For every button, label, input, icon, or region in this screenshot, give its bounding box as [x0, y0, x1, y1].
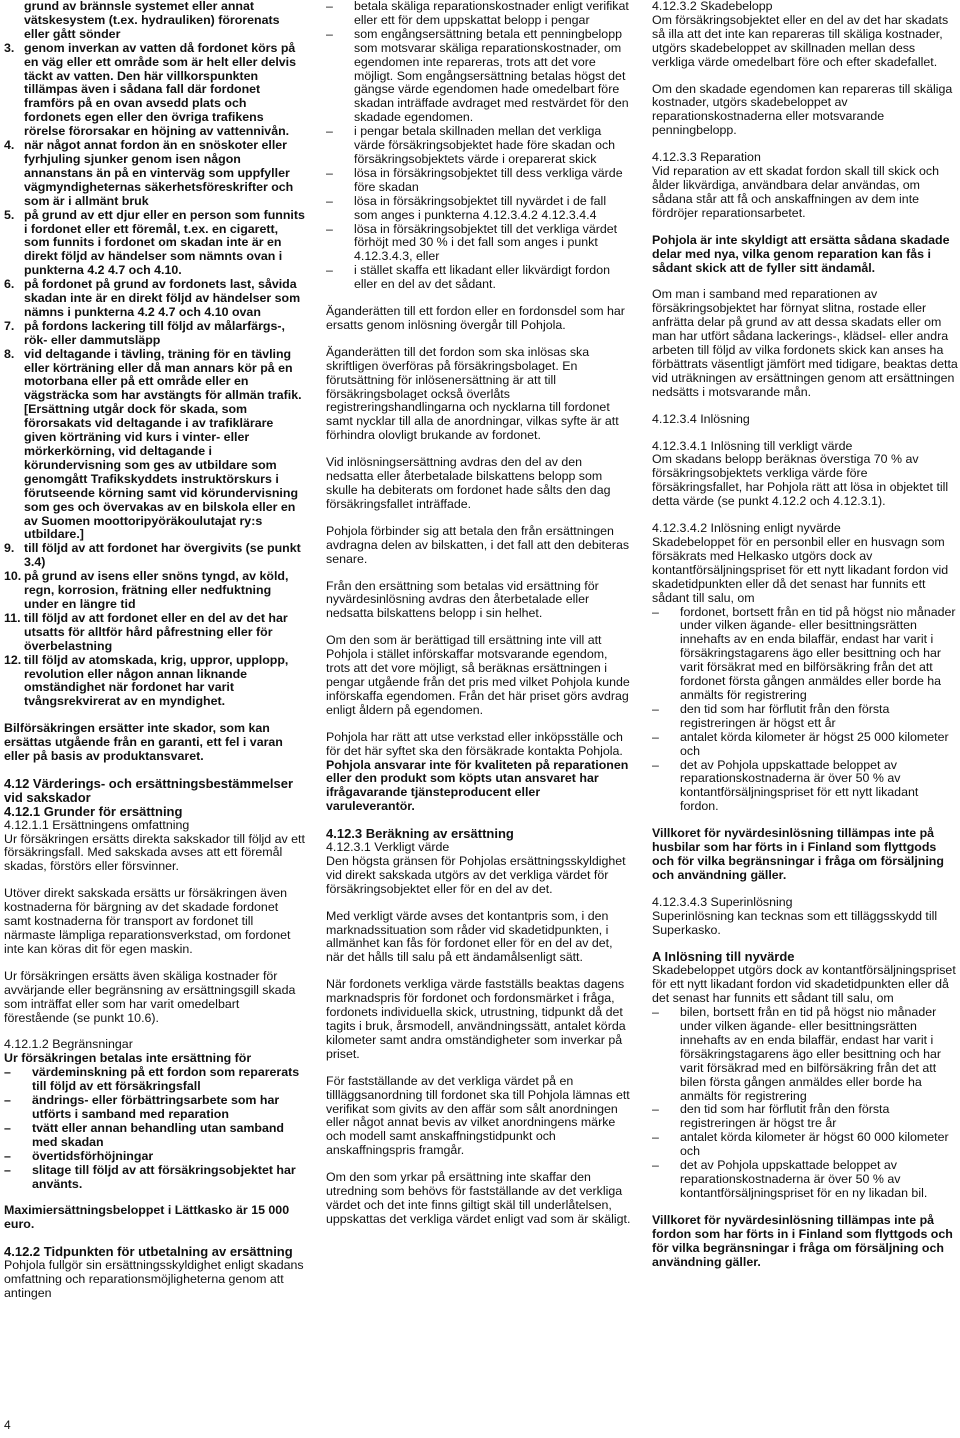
paragraph: Pohjola förbinder sig att betala den från ersättningen avdragna delen av bilskatten, i det fall att den debiteras senare. [326, 523, 630, 566]
list-item: – den tid som har förflutit från den första registreringen är högst tre år [652, 1102, 890, 1131]
list-item [4, 278, 306, 320]
exclusion-paragraph: Bilförsäkringen ersätter inte skador, som kan ersättas utgående från en garanti, ett fel i varan eller på basis av produktansvaret. [4, 721, 283, 764]
section-heading: 4.12 Värderings- och ersättningsbestämmelser vid sakskador [4, 775, 294, 805]
subsection-heading: 4.12.3.4 Inlösning [652, 411, 750, 426]
list-item [4, 570, 306, 612]
list-item: – slitage till följd av att försäkringsobjektet har använts. [4, 1162, 296, 1191]
paragraph: Med verkligt värde avses det kontantpris som, i den marknadssituation som råder vid skadetidpunkten, i allmänhet kan fås för fordonet eller för en del av det, när det hålls till salu på ett ändamålsenligt sätt. [326, 908, 613, 965]
list-item: – värdeminskning på ett fordon som reparerats till följd av ett försäkringsfall [4, 1065, 300, 1094]
list-number: 10. [4, 569, 22, 584]
list-text: till följd av att fordonet har övergivits (se punkt 3.4) [24, 541, 301, 570]
paragraph: Ur försäkringen ersätts direkta sakskador till följd av ett försäkringsfall. Med sakskada avses att ett föremål skadas, förstörs eller försvinner. [4, 831, 305, 874]
column-left [4, 0, 306, 1314]
paragraph: När fordonets verkliga värde fastställs beaktas dagens marknadspris för fordonet och fordonsmärket i fråga, fordonets individuella skick, utrustning, tidpunkt då det tagits i bruk, årsmodell, användningssätt, antalet körda kilometer samt andra omständigheter som inverkar på priset. [326, 977, 626, 1061]
page-number: 4 [4, 1418, 11, 1432]
paragraph: Vid inlösningsersättning avdras den del av den nedsatta eller återbetalade bilskattens belopp som skulle ha debiterats om fordonet hade sålts den dag försäkringsfallet inträffade. [326, 455, 611, 511]
list-item: – den tid som har förflutit från den första registreringen är högst ett år [652, 701, 890, 730]
column-middle [326, 0, 632, 1240]
section-heading: 4.12.1 Grunder för ersättning [4, 803, 183, 819]
paragraph: Skadebeloppet för en personbil eller en husvagn som försäkrats med Helkasko utgörs dock av kontantförsäljningspriset för ett nytt likadant fordon vid skadetidpunkten eller då det senast har funnits ett sådant till salu, om [652, 535, 949, 605]
list-item [4, 0, 306, 42]
list-item [4, 42, 306, 139]
list-number: 6. [4, 277, 15, 292]
list-text: till följd av atomskada, krig, uppror, upplopp, revolution eller någon annan liknande omständighet när fordonet har varit tvångsrekvirerat av en myndighet. [24, 652, 289, 709]
list-text: på grund av ett djur eller en person som funnits i fordonet eller ett föremål, t.ex. en cigarett, som funnits i fordonet om skadan inte är en direkt följd av händelser som nämnts ovan i punkterna 4.2 4.7 och 4.10. [24, 207, 305, 278]
list-item: – fordonet, bortsett från en tid på högst nio månader under vilken ägande- eller besittningsrätten innehafts av en enda bilaffär, endast har varit i försäkringstagarens ägo eller besittning och har varit försäkrat med en bilförsäkring från det att fordonet första gången anmäldes eller borde ha anmälts för registrering [652, 604, 956, 702]
list-item: – antalet körda kilometer är högst 60 000 kilometer och [652, 1130, 949, 1159]
paragraph: Superinlösning kan tecknas som ett tilläggsskydd till Superkasko. [652, 908, 938, 937]
paragraph: Pohjola är inte skyldigt att ersätta sådana skadade delar med nya, vilka genom reparation kan fås i sådant skick att de fyller sitt ändamål. [652, 232, 950, 275]
subsection-heading: 4.12.3.4.1 Inlösning till verkligt värde [652, 438, 853, 453]
paragraph: Maximiersättningsbeloppet i Lättkasko är 15 000 euro. [4, 1203, 290, 1232]
paragraph: Ur försäkringen ersätts även skäliga kostnader för avvärjande eller begränsning av ersättningsgill skada som inträffat eller som har varit omedelbart förestående (se punkt 10.6). [4, 968, 296, 1025]
list-item [4, 612, 306, 654]
list-text: genom inverkan av vatten då fordonet körs på en väg eller ett område som är helt eller delvis täckt av vatten. Den här villkorspunkten tillämpas även i sådana fall där fordonet framförs på en ovan avsedd plats och fordonets egen eller den övriga trafikens rörelse förorsakar en höjning av vattennivån. [24, 40, 297, 139]
paragraph: Villkoret för nyvärdesinlösning tillämpas inte på husbilar som har förts in i Finland som flyttgods och för vilka begränsningar i fråga om försäljning och användning gäller. [652, 826, 944, 882]
list-item: – lösa in försäkringsobjektet till dess verkliga värde före skadan [326, 165, 623, 194]
section-heading: 4.12.3 Beräkning av ersättning [326, 826, 514, 842]
subsection-heading: 4.12.1.1 Ersättningens omfattning [4, 817, 190, 832]
paragraph: Om försäkringsobjektet eller en del av det har skadats så illa att det inte kan repareras till skäliga kostnader, utgörs skadebeloppet av skillnaden mellan dess verkliga värde omedelbart före och efter skadefallet. [652, 12, 949, 69]
list-item [4, 209, 306, 279]
list-item: – i pengar betala skillnaden mellan det verkliga värde försäkringsobjektet hade före skadan och försäkringsobjektets värde i oreparerat skick [326, 124, 616, 166]
list-number: 7. [4, 318, 15, 333]
paragraph: Äganderätten till ett fordon eller en fordonsdel som har ersatts genom inlösning övergår till Pohjola. [326, 304, 625, 332]
list-text: grund av brännsle systemet eller annat vätskesystem (t.ex. hydrauliken) förorenats eller gått sönder [24, 0, 280, 41]
list-item [4, 542, 306, 570]
list-number: 3. [4, 40, 15, 55]
paragraph: Från den ersättning som betalas vid ersättning för nyvärdesinlösning avdras den återbetalade eller nedsatta bilskattens belopp i sin helhet. [326, 578, 599, 621]
list-item: – det av Pohjola uppskattade beloppet av reparationskostnaderna är över 50 % av kontantförsäljningspriset för en ny likadan bil. [652, 1158, 928, 1200]
list-item: – i stället skaffa ett likadant eller likvärdigt fordon eller en del av det sådant. [326, 263, 610, 292]
list-text: på grund av isens eller snöns tyngd, av köld, regn, korrosion, frätning eller nedfuktning under en längre tid [24, 569, 289, 611]
list-number: 11. [4, 610, 21, 625]
list-item: – betala skäliga reparationskostnader enligt verifikat eller ett för dem uppskattat belopp i pengar [326, 0, 629, 27]
list-item: – övertidsförhöjningar [4, 1148, 154, 1163]
list-number: 5. [4, 207, 15, 222]
list-item [4, 139, 306, 209]
subsection-heading: 4.12.3.2 Skadebelopp [652, 0, 773, 13]
subsection-heading: 4.12.3.1 Verkligt värde [326, 840, 450, 855]
paragraph: Om den som är berättigad till ersättning inte vill att Pohjola i stället införskaffar motsvarande egendom, trots att det vore möjligt, så beräknas ersättningen i pengar utgående från det pris med vilket Pohjola kunde införskaffa egendomen. Från det här priset görs avdrag enligt åldern på egendomen. [326, 633, 630, 717]
paragraph: Utöver direkt sakskada ersätts ur försäkringen även kostnaderna för bärgning av det skadade fordonet samt kostnaderna för transport av fordonet till närmaste lämpliga reparationsverkstad, om fordonet inte kan köras dit för egen maskin. [4, 886, 291, 956]
list-item: – som engångsersättning betala ett penningbelopp som motsvarar skäliga reparationskostnader, om egendomen inte repareras, trots att det vore möjligt. Som engångsersättning betalas högst det gängse värde egendomen hade omedelbart före skadan inträffade avdraget med restvärdet för den skadade egendomen. [326, 26, 629, 125]
list-text: till följd av att fordonet eller en del av det har utsatts för alltför hård påfrestning eller för överbelastning [24, 610, 288, 653]
list-item: – ändrings- eller förbättringsarbete som har utförts i samband med reparation [4, 1093, 280, 1121]
list-item [4, 654, 306, 710]
paragraph: Om man i samband med reparationen av försäkringsobjektet har förnyat slitna, rostade eller anfrätta delar på grund av att dessa skadats eller om man har utfört sådana lackerings-, klädsel- eller andra arbeten till följd av vilka fordonets skick kan anses ha förbättrats väsentligt jämfört med tidigare, beaktas detta vid uträkningen av ersättningen genom att ersättningen nedsätts i motsvarande mån. [652, 287, 958, 399]
paragraph: Vid reparation av ett skadat fordon skall till skick och ålder likvärdiga, användbara delar användas, om sådana står att få och anskaffningen av dem inte fördröjer reparationsarbetet. [652, 164, 939, 220]
list-item: – lösa in försäkringsobjektet till nyvärdet i de fall som anges i punkterna 4.12.3.4.2 4.12.3.4.4 [326, 193, 607, 222]
list-item: – antalet körda kilometer är högst 25 000 kilometer och [652, 729, 949, 758]
list-text: när något annat fordon än en snöskoter eller fyrhjuling sjunker genom isen någon annanstans än på en vinterväg som uppfyller vägmyndigheternas säkerhetsföreskrifter och som är i allmänt bruk [24, 138, 294, 208]
list-number: 8. [4, 346, 15, 361]
subsection-heading: 4.12.1.2 Begränsningar [4, 1037, 133, 1052]
list-text: på fordons lackering till följd av målarfärgs-, rök- eller dammutsläpp [24, 318, 285, 347]
list-item: – tvätt eller annan behandling utan samband med skadan [4, 1120, 284, 1149]
paragraph: Om skadans belopp beräknas överstiga 70 % av försäkringsobjektets verkliga värde före försäkringsfallet, har Pohjola rätt att lösa in objektet till detta värde (se punkt 4.12.2 och 4.12.3.1). [652, 452, 949, 509]
subsection-heading: 4.12.3.4.2 Inlösning enligt nyvärde [652, 521, 841, 536]
paragraph: Pohjola har rätt att utse verkstad eller inköpsställe och för det här syftet ska den försäkrade kontakta Pohjola. Pohjola ansvarar inte för kvaliteten på reparationen eller den produkt som köpts utan ansvaret har ifrågavarande tjänsteproducent eller varuleverantör. [326, 729, 629, 814]
list-item [4, 320, 306, 348]
subsection-heading: 4.12.3.3 Reparation [652, 150, 761, 165]
paragraph: Om den som yrkar på ersättning inte skaffar den utredning som behövs för fastställande av det verkliga värdet och det inte finns giltigt skäl till underlåtelsen, uppskattas det verkliga värdet enligt vad som är skäligt. [326, 1170, 631, 1226]
list-number: 9. [4, 541, 15, 556]
list-item: – bilen, bortsett från en tid på högst nio månader under vilken ägande- eller besittningsrätten innehafts av en enda bilaffär, endast har varit i försäkringstagarens ägo eller besittning och har varit försäkrad med en bilförsäkring från det att bilen första gången anmäldes eller borde ha anmälts för registrering [652, 1005, 942, 1103]
list-item [4, 348, 306, 543]
list-item: – lösa in försäkringsobjektet till det verkliga värdet förhöjt med 30 % i det fall som anges i punkt 4.12.3.4.3, eller [326, 221, 618, 264]
paragraph: För fastställande av det verkliga värdet på en tillläggsanordning till fordonet ska till Pohjola lämnas ett verifikat som givits av den affär som sålt anordningen eller något annat bevis av vilket anordningens märke och modell samt anskaffningstidpunkt och anskaffningspris framgår. [326, 1073, 630, 1158]
paragraph: Äganderätten till det fordon som ska inlösas ska skriftligen överföras på försäkringsbolaget. En förutsättning för inlösenersättning är att till försäkringsbolaget också överlåts registreringshandlingarna och nycklarna till fordonet samt nycklar till alla de anordningar, vilkas syfte är att förhindra olovligt brukande av fordonet. [326, 344, 619, 443]
list-text: på fordonet på grund av fordonets last, såvida skadan inte är en direkt följd av händelser som nämns i punkterna 4.2 4.7 och 4.10 ovan [24, 277, 301, 319]
section-heading: A Inlösning till nyvärde [652, 949, 795, 965]
paragraph: Ur försäkringen betalas inte ersättning för [4, 1051, 252, 1066]
list-text: vid deltagande i tävling, träning för en tävling eller körträning eller då man annars kör på en motorbana eller på ett område eller en vägsträcka som har avstängts för allmän trafik. [Ersättning utgår dock för skada, som förorsakats vid deltagande i av trafiklärare given körträning vid kurs i vinter- eller mörkerkörning, vid deltagande i körundervisning som ges av utbildare som genomgått Trafikskyddets instruktörskurs i förutseende körning samt vid körundervisning som ges och övervakas av en bilskola eller en av Suomen moottoripyöräkoulutajat ry:s utbildare.] [24, 346, 302, 542]
paragraph: Den högsta gränsen för Pohjolas ersättningsskyldighet vid direkt sakskada utgörs av det verkliga värdet för försäkringsobjektet eller för en del av det. [326, 853, 626, 896]
list-number: 12. [4, 652, 22, 667]
column-right [652, 0, 958, 1282]
paragraph: Villkoret för nyvärdesinlösning tillämpas inte på fordon som har förts in i Finland som flyttgods och för vilka begränsningar i fråga om försäljning och användning gäller. [652, 1212, 953, 1269]
list-item: – det av Pohjola uppskattade beloppet av reparationskostnaderna är över 50 % av kontantförsäljningspriset för ett nytt likadant fordon. [652, 757, 919, 814]
paragraph: Om den skadade egendomen kan repareras till skäliga kostnader, utgörs skadebeloppet av reparationskostnaderna eller motsvarande penningbelopp. [652, 81, 953, 138]
list-number [4, 0, 24, 42]
subsection-heading: 4.12.3.4.3 Superinlösning [652, 894, 793, 909]
paragraph: Skadebeloppet utgörs dock av kontantförsäljningspriset för ett nytt likadant fordon vid skadetidpunkten eller då det senast har funnits ett sådant till salu, om [652, 963, 956, 1006]
list-number: 4. [4, 138, 15, 153]
section-heading: 4.12.2 Tidpunkten för utbetalning av ersättning [4, 1244, 293, 1260]
paragraph: Pohjola fullgör sin ersättningsskyldighet enligt skadans omfattning och reparationsmöjligheterna genom att antingen [4, 1258, 304, 1300]
